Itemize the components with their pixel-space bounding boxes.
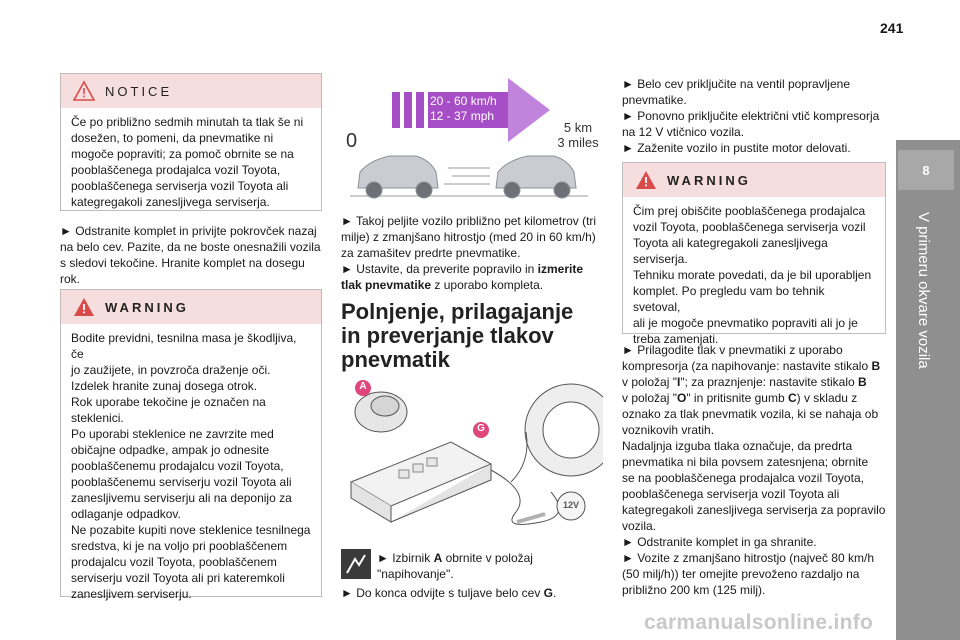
label-a: A: [359, 381, 367, 392]
compressor-kit-illustration: [341, 372, 603, 540]
page-number: 241: [880, 20, 904, 36]
speed-range-text: [430, 94, 510, 124]
notice-text: Če po približno sedmih minutah ta tlak še ni dosežen, to pomeni, da pnevmatike ni mogoče popraviti; za pomoč obrnite se na pooblaščenega prodajalca vozil Toyota, pooblaščenega serviserja vozil Toyota ali kategregakoli zanesljivega serviserja.: [71, 115, 304, 209]
left-paragraph: ► Odstranite komplet in privijte pokrovček nazaj na belo cev. Pazite, da ne boste onesnažili vozila s sledovi tekočine. Hranite komplet na dosegu rok.: [60, 224, 321, 286]
rp2-h: O: [676, 391, 687, 405]
warning-box-2: [622, 162, 886, 346]
rp2-j: C: [787, 391, 797, 405]
mid-para-2-p2: obrnite v položaj "napihovanje".: [377, 551, 533, 581]
rp2-g: v položaj ": [622, 391, 677, 405]
socket-label: 12V: [562, 500, 579, 510]
warning-box-1: [60, 289, 322, 601]
rp2-e: "; za praznjenje: nastavite stikalo: [680, 375, 858, 389]
kit-step-icon: [341, 549, 371, 579]
mid-para-1-text: ► Takoj peljite vozilo približno pet kilometrov (tri milje) z zmanjšano hitrostjo (med 20 in 60 km/h) za zamašitev predrte pnevmatike. ► Ustavite, da preverite popravilo in: [341, 214, 597, 276]
section-title: Polnjenje, prilagajanje in preverjanje tlakov pnevmatik: [341, 299, 574, 372]
distance-km: 5 km: [563, 120, 593, 135]
distance-miles: 3 miles: [557, 135, 599, 150]
warning-label-2: WARNING: [667, 172, 751, 188]
middle-paragraph-2b: [341, 585, 603, 601]
warning-triangle-icon: [635, 169, 657, 191]
warning-text-2: Čim prej obiščite pooblaščenega prodajalca vozil Toyota, pooblaščenega serviserja vozil Toyota ali kategregakoli zanesljivega serviserja. Tehniku morate povedati, da je bil uporabljen komplet. Po pregledu vam bo tehnik svetoval, ali je mogoče pnevmatiko popraviti ali jo je treba zamenjati.: [633, 204, 872, 346]
kit-figure: [341, 372, 603, 540]
speed-kmh: 20 - 60 km/h: [430, 94, 497, 108]
chapter-number-badge: 8: [898, 150, 954, 190]
mid-para-2-b2: G: [543, 586, 553, 600]
mid-para-1-bold: izmerite tlak pnevmatike: [341, 262, 583, 292]
middle-paragraph-1: [341, 213, 611, 293]
rp2-c: v položaj ": [622, 375, 677, 389]
mid-para-2-p3: ► Do konca odvijte s tuljave belo cev: [341, 586, 544, 600]
speed-figure: [340, 68, 602, 208]
mid-para-2-p4: .: [553, 586, 557, 600]
speed-start-label: 0: [346, 130, 358, 152]
mid-para-2-b1: A: [433, 551, 443, 565]
distance-text: [554, 120, 602, 150]
label-g: G: [477, 423, 485, 434]
notice-warning-icon: [73, 80, 95, 102]
speed-mph: 12 - 37 mph: [430, 109, 495, 123]
right-paragraph-2: [622, 342, 894, 598]
mid-para-2-p1: ► Izbirnik: [377, 551, 434, 565]
notice-label: NOTICE: [105, 83, 173, 99]
right-paragraph-1: ► Belo cev priključite na ventil popravljene pnevmatike. ► Ponovno priključite električni vtič kompresorja na 12 V vtičnico vozila. ► Zaženite vozilo in pustite motor delovati.: [622, 77, 880, 155]
warning-header-1: [61, 290, 321, 324]
middle-paragraph-2a: [377, 550, 601, 582]
rp2-f: B: [858, 375, 867, 389]
warning-label-1: WARNING: [105, 299, 189, 315]
rp2-b: B: [871, 359, 881, 373]
chapter-title-text: V primeru okvare vozila: [915, 212, 932, 369]
chapter-title: [912, 210, 936, 590]
rp2-i: " in pritisnite gumb: [686, 391, 788, 405]
warning-text-1: Bodite previdni, tesnilna masa je škodljiva, če jo zaužijete, in povzroča draženje oči. Izdelek hranite zunaj dosega otrok. Rok uporabe tekočine je označen na steklenici. Po uporabi steklenice ne zavrzite med običajne odpadke, ampak jo odnesite pooblaščenemu prodajalcu vozil Toyota, pooblaščenemu serviserju vozil Toyota ali zanesljivemu serviserju ali na deponijo za odlaganje odpadkov. Ne pozabite kupiti nove steklenice tesnilnega sredstva, ki je na voljo pri pooblaščenem prodajalcu vozil Toyota, pooblaščenem serviserju vozil Toyota ali pri kateremkoli zanesljivem serviserju.: [71, 331, 311, 601]
rp2-d: I: [676, 375, 681, 389]
notice-box: [60, 73, 322, 211]
watermark: carmanualsonline.info: [644, 611, 874, 634]
rp2-k: ) v skladu z oznako za tlak pnevmatik vozila, ki se nahaja ob voznikovih vratih. Nadaljnja izguba tlaka označuje, da predrta pnevmatika ni bila povsem zatesnjena; obrnite se na pooblaščenega prodajalca vozil Toyota, pooblaščenega serviserja vozil Toyota ali kategregakoli zanesljivega serviserja za popravilo vozila. ► Odstranite komplet in ga shranite. ► Vozite z zmanjšano hitrostjo (največ 80 km/h (50 milj/h)) ter omejite prevoženo razdaljo na približno 200 km (125 milj).: [622, 391, 886, 597]
warning-triangle-icon: [73, 296, 95, 318]
warning-header-2: [623, 163, 885, 197]
notice-header: [61, 74, 321, 108]
rp2-a: ► Prilagodite tlak v pnevmatiki z uporabo kompresorja (za napihovanje: nastavite stikalo: [622, 343, 869, 373]
mid-para-1-tail: z uporabo kompleta.: [431, 278, 544, 292]
